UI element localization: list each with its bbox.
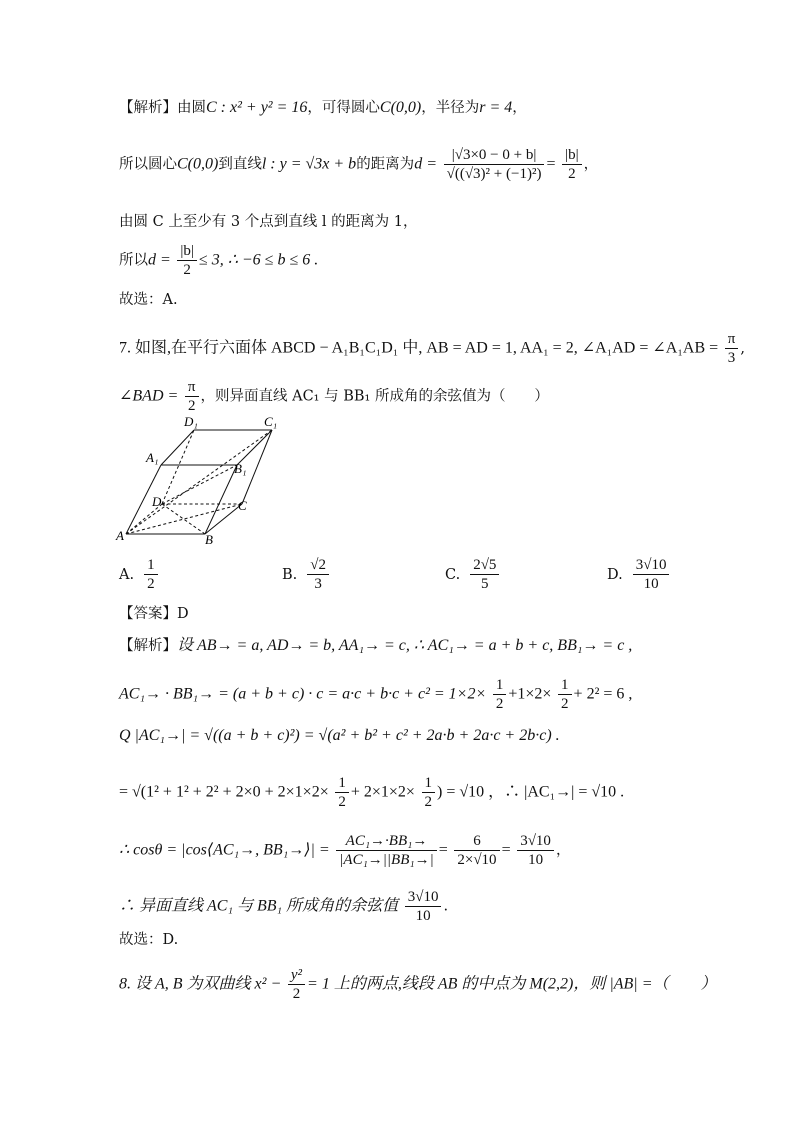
option-value [144,556,158,593]
cosine-fraction [336,832,436,869]
label-a1: A₁ [146,450,159,465]
q7-answer: 【答案】D [119,606,189,622]
fraction-numerator: 2√5 [470,556,499,575]
fraction-numerator: AC₁→·BB₁→ [336,832,436,851]
fraction-numerator: |b| [562,146,582,165]
fraction-numerator: √2 [307,556,329,575]
q7-stem-text: 7. 如图,在平行六面体 ABCD − A₁B₁C₁D₁ 中, AB = AD = 1, AA₁ = 2, ∠A₁AD = ∠A₁AB = [119,339,719,357]
dot-product: AC₁→ · BB₁→ = (a + b + c) · c = a·c + b·c + c² = 1×2× [119,685,487,703]
q7-solution-line-7: 故选：D. [119,932,179,948]
prev-analysis-line-3: 由圆 C 上至少有 3 个点到直线 l 的距离为 1， [119,214,418,230]
prev-analysis-line-4 [119,242,734,279]
edge-bb1 [205,465,237,534]
y2-over-2 [288,966,305,1003]
conclusion-fraction [405,888,442,925]
fraction-denominator: 2 [292,986,301,1002]
diagonal-ac1 [126,430,272,534]
fraction-denominator: 2 [183,262,191,278]
q8-stem [119,966,734,1003]
q7-solution-line-5 [119,832,734,869]
conclusion-text: ∴ 异面直线 AC₁ 与 BB₁ 所成角的余弦值 [119,897,399,915]
equals: = [438,841,448,859]
fraction-denominator: 2 [147,576,155,592]
edge-a1d1 [161,430,194,465]
magnitude-calc: = √(1² + 1² + 2² + 2×0 + 2×1×2× [119,783,329,801]
option-value [470,556,499,593]
fraction-denominator: 2 [561,696,569,712]
text: + 2×1×2× [350,783,415,801]
text: 所以圆心 [119,156,177,173]
fraction-denominator: 10 [415,908,431,924]
result-fraction [517,832,554,869]
label-d: D [152,494,162,509]
fraction-denominator: 2 [187,398,196,414]
fraction-denominator: 2 [568,166,576,182]
fraction-numerator: y² [288,966,305,985]
pi-over-3 [725,330,739,367]
text: ， [583,156,599,173]
half-2 [558,676,572,713]
fraction-numerator: 3√10 [633,556,670,575]
distance-lhs: d = [414,155,437,173]
fraction-denominator: 2 [424,794,433,810]
text: ， [512,100,527,116]
text: 由圆 [177,100,206,116]
text: 的距离为 [356,156,415,173]
b-over-2 [177,242,197,279]
text: ，可得圆心 [307,100,380,116]
label-b: B [205,532,213,547]
label-d1: D₁ [184,414,198,429]
q7-options [119,556,679,596]
text: 到直线 [218,156,262,173]
text: ) = √10 ，∴ |AC₁→| = √10 . [437,783,625,801]
fraction-denominator: 2 [495,696,504,712]
option-value [633,556,670,593]
label-b1: B₁ [234,461,247,476]
option-c[interactable] [445,556,501,593]
parallelepiped-figure [112,410,292,550]
label-c1: C₁ [264,414,278,429]
fraction-denominator: 3 [314,576,322,592]
option-d[interactable] [607,556,671,593]
circle-center: C(0,0) [379,99,422,116]
q7-solution-line-6 [119,888,734,925]
text: 所以 [119,252,148,269]
label-c: C [238,498,247,513]
distance-lhs: d = [148,251,171,269]
prev-analysis-line-1 [119,98,734,118]
fraction-numerator: 3√10 [405,888,442,907]
circle-equation: C : x² + y² = 16 [206,99,308,116]
inequality: ≤ 3, ∴ −6 ≤ b ≤ 6 . [198,251,319,269]
text: ，则异面直线 AC₁ 与 BB₁ 所成角的余弦值为（ ） [200,388,549,405]
fraction-denominator: 10 [528,852,544,868]
option-label: A. [119,566,135,583]
circle-center: C(0,0) [177,155,219,173]
edge-dd1 [162,430,194,504]
half-3 [335,774,349,811]
fraction-denominator: 3 [727,350,736,366]
fraction-denominator: 10 [643,576,659,592]
q7-stem-line-1 [119,330,745,367]
distance-fraction [444,146,545,183]
q7-solution-line-1 [119,636,734,656]
text: , [740,340,745,357]
option-label: B. [282,566,298,583]
q7-solution-line-2 [119,676,734,713]
fraction-numerator: |b| [177,242,197,261]
radius: r = 4 [479,99,513,116]
fraction-numerator: π [185,378,199,397]
diagonal-db1 [162,465,237,504]
fraction-denominator: 5 [481,576,489,592]
fraction-denominator: 2×√10 [457,852,497,868]
option-value [307,556,329,593]
fraction-numerator: 6 [454,832,499,851]
fraction-numerator: 1 [335,774,349,793]
q8-stem-text-2: = 1 上的两点,线段 AB 的中点为 M(2,2)，则 |AB| =（ ） [307,975,717,993]
q7-solution-line-3 [119,726,734,746]
diagonal-db [162,504,205,534]
fraction-denominator: √((√3)² + (−1)²) [446,166,542,182]
fraction-numerator: π [725,330,739,349]
fraction-numerator: 1 [144,556,158,575]
text: ，半径为 [421,100,480,116]
text: + 2² = 6 , [573,685,633,703]
option-b[interactable] [282,556,331,593]
line-equation: l : y = √3x + b [261,155,357,173]
vector-setup: 设 AB→ = a, AD→ = b, AA₁→ = c, ∴ AC₁→ = a + b + c, BB₁→ = c , [177,637,633,654]
fraction-denominator: |AC₁→||BB₁→| [339,852,434,868]
equals: = [546,155,556,173]
fraction-denominator: 2 [338,794,346,810]
label-a: A [116,528,124,543]
magnitude-expression: Q |AC₁→| = √((a + b + c)²) = √(a² + b² + c² + 2a·b + 2a·c + 2b·c) . [119,727,560,744]
option-label: C. [445,566,461,583]
analysis-label: 【解析】 [119,100,177,116]
fraction-numerator: 1 [493,676,507,695]
prev-analysis-line-5: 故选：A. [119,292,178,308]
half-1 [493,676,507,713]
cosine-expression: ∴ cosθ = |cos⟨AC₁→, BB₁→⟩| = [119,841,330,859]
distance-fraction-2 [562,146,582,183]
prev-analysis-line-2 [119,146,734,183]
q8-stem-text: 8. 设 A, B 为双曲线 x² − [119,975,282,993]
fraction-numerator: 1 [558,676,572,695]
text: +1×2× [508,685,552,703]
option-a[interactable] [119,556,160,593]
text: . [443,898,449,915]
q7-solution-line-4 [119,774,734,811]
fraction-numerator: 1 [422,774,436,793]
text: ， [555,842,571,859]
edge-b1c1 [237,430,272,465]
fraction-numerator: 3√10 [517,832,554,851]
fraction-numerator: |√3×0 − 0 + b| [444,146,545,165]
equals: = [501,841,511,859]
six-over [454,832,499,869]
analysis-label: 【解析】 [119,638,177,654]
half-4 [422,774,436,811]
angle-bad: ∠BAD = [119,387,179,405]
option-label: D. [607,566,623,583]
